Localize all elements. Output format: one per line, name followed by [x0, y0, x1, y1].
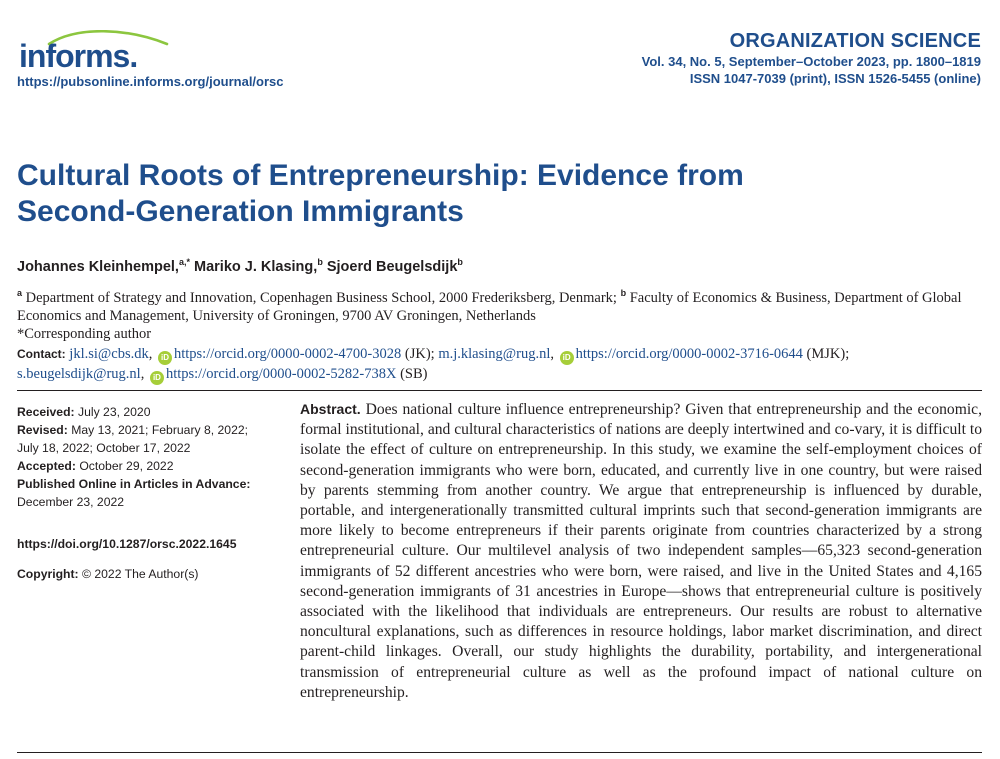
received-value: July 23, 2020	[77, 405, 151, 419]
orcid-icon[interactable]: iD	[560, 351, 574, 365]
divider-bottom	[17, 752, 982, 753]
contact-label: Contact:	[17, 347, 66, 361]
revised-value-2: July 18, 2022; October 17, 2022	[17, 441, 191, 455]
abstract-label: Abstract.	[300, 401, 361, 417]
author-affiliation-marker: b	[317, 257, 323, 267]
revised-value-1: May 13, 2021; February 8, 2022;	[71, 423, 249, 437]
affiliation-a-marker: a	[17, 288, 23, 298]
orcid-link-mjk[interactable]: https://orcid.org/0000-0002-3716-0644	[575, 346, 803, 362]
copyright-notice	[17, 565, 277, 583]
author-name[interactable]: Mariko J. Klasing,	[194, 258, 318, 275]
accepted-label: Accepted:	[17, 459, 76, 473]
article-history	[17, 403, 277, 583]
author-name[interactable]: Johannes Kleinhempel,	[17, 258, 179, 275]
orcid-link-jk[interactable]: https://orcid.org/0000-0002-4700-3028	[173, 346, 402, 362]
copyright-value: © 2022 The Author(s)	[82, 567, 199, 581]
orcid-link-sb[interactable]: https://orcid.org/0000-0002-5282-738X	[165, 366, 397, 382]
published-date	[17, 475, 277, 511]
received-label: Received:	[17, 405, 75, 419]
author-tag-jk: (JK);	[404, 346, 435, 362]
journal-block	[642, 29, 981, 87]
journal-url[interactable]: https://pubsonline.informs.org/journal/orsc	[17, 74, 284, 89]
author-tag-mjk: (MJK);	[806, 346, 850, 362]
corresponding-author-note: *Corresponding author	[17, 326, 152, 342]
email-link-mjk[interactable]: m.j.klasing@rug.nl	[438, 346, 551, 362]
email-link-sb[interactable]: s.beugelsdijk@rug.nl	[17, 366, 141, 382]
copyright-label: Copyright:	[17, 567, 79, 581]
author-list	[17, 257, 463, 275]
affiliation-b: Faculty of Economics & Business, Department of Global Economics and Management, University of Groningen, 9700 AV Groningen, Netherlands	[17, 289, 962, 324]
logo-wordmark: informs.	[19, 38, 138, 72]
author-name[interactable]: Sjoerd Beugelsdijk	[326, 258, 458, 275]
published-label: Published Online in Articles in Advance:	[17, 477, 251, 491]
email-link-jk[interactable]: jkl.si@cbs.dk	[69, 346, 149, 362]
article-title	[17, 158, 917, 230]
informs-logo[interactable]	[17, 30, 177, 72]
doi-link[interactable]: https://doi.org/10.1287/orsc.2022.1645	[17, 537, 237, 551]
abstract-text: Does national culture influence entrepreneurship? Given that entrepreneurship and the economic, formal institutional, and cultural characteristics of nations are deeply intertwined and co-vary, it is difficult to isolate the effect of culture on entrepreneurship. In this study, we examine the self-employment choices of second-generation immigrants who were born, educated, and currently live in one country, but were raised by parents stemming from another country. We argue that entrepreneurship is influenced by durable, portable, and intergenerationally transmitted cultural imprints such that second-generation immigrants are more likely to become entrepreneurs if their parents originate from countries characterized by a strong entrepreneurial culture. Our multilevel analysis of two independent samples—65,323 second-generation immigrants of 52 different ancestries who were born, were raised, and live in the United States and 4,165 second-generation immigrants of 31 ancestries in Europe—shows that entrepreneurial culture is positively associated with the likelihood that individuals are entrepreneurs. Our results are robust to alternative noncultural explanations, such as differences in resource holdings, labor market discrimination, and direct parent-child linkages. Overall, our study highlights the durability, portability, and intergenerational transmission of entrepreneurial culture as well as the profound impact of national culture on entrepreneurship.	[300, 401, 982, 701]
affiliations	[17, 284, 983, 325]
affiliation-a: Department of Strategy and Innovation, Copenhagen Business School, 2000 Frederiksberg, Denmark;	[25, 289, 617, 306]
abstract	[300, 399, 982, 703]
author-affiliation-marker: b	[457, 257, 463, 267]
affiliation-b-marker: b	[620, 288, 627, 298]
journal-name: ORGANIZATION SCIENCE	[729, 30, 981, 52]
volume-info: Vol. 34, No. 5, September–October 2023, pp. 1800–1819	[641, 54, 981, 69]
divider-top	[17, 390, 982, 391]
contact-line: Contact: jkl.si@cbs.dk, iD https://orcid.org/0000-0002-4700-3028 (JK); m.j.klasing@rug.nl, iD https://orcid.org/0000-0002-3716-0644 (MJK); s.beugelsdijk@rug.nl, iD https://orcid.org/0000-0002-5282-738X (SB)	[17, 345, 987, 385]
accepted-value: October 29, 2022	[79, 459, 174, 473]
orcid-icon[interactable]: iD	[158, 351, 172, 365]
issn-info: ISSN 1047-7039 (print), ISSN 1526-5455 (online)	[689, 71, 981, 86]
accepted-date	[17, 457, 277, 475]
revised-label: Revised:	[17, 423, 68, 437]
author-affiliation-marker: a,*	[178, 257, 190, 267]
published-value: December 23, 2022	[17, 495, 125, 509]
orcid-icon[interactable]: iD	[150, 371, 164, 385]
received-date	[17, 403, 277, 421]
title-line-2: Second-Generation Immigrants	[17, 195, 464, 228]
title-line-1: Cultural Roots of Entrepreneurship: Evidence from	[17, 159, 744, 192]
revised-dates	[17, 421, 277, 457]
author-tag-sb: (SB)	[400, 366, 428, 382]
